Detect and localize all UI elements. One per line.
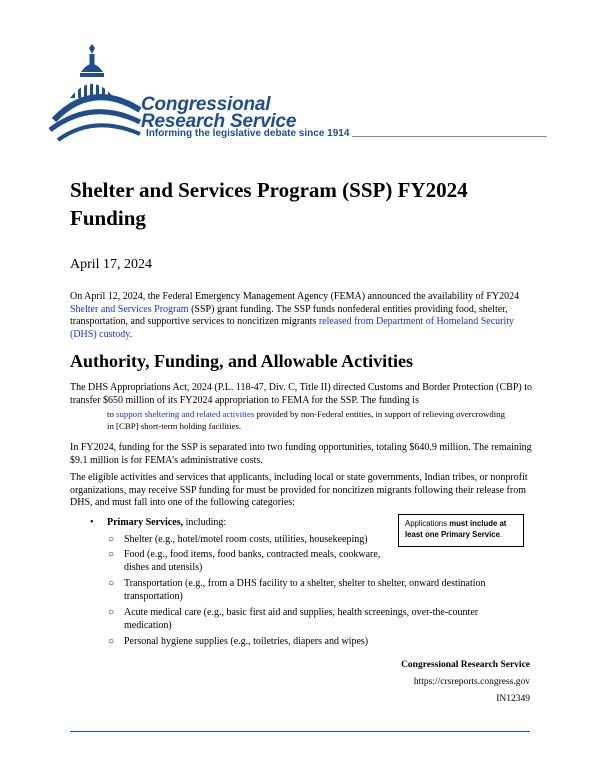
section-heading: Authority, Funding, and Allowable Activities [70,351,414,371]
circle-bullet: ○ [108,578,115,589]
authority-paragraph: The DHS Appropriations Act, 2024 (P.L. 118-47, Div. C, Title II) directed Customs and Border Protection (CBP) to transfer $650 million of its FY2024 appropriation to FEMA for the SSP. The funding is [70,382,533,406]
list-item-primary [107,517,226,528]
list-item: Personal hygiene supplies (e.g., toiletries, diapers and wipes) [124,636,369,647]
circle-bullet: ○ [108,534,115,545]
publication-date: April 17, 2024 [70,257,153,272]
crs-logo [48,40,568,150]
list-item: Transportation (e.g., from a DHS facility to a shelter, shelter to shelter, onward destination transportation) [124,578,486,602]
circle-bullet: ○ [108,607,115,618]
intro-text-3: . [129,328,133,340]
tagline-rule [352,136,547,137]
circle-bullet: ○ [108,549,115,560]
footer-rule [70,731,530,732]
footer-url[interactable]: https://crsreports.congress.gov [413,677,530,687]
footer-org: Congressional Research Service [401,660,530,670]
dhs-custody-link[interactable]: released from Department of Homeland Security (DHS) custody [70,316,515,340]
quote-text-2: provided by non-Federal entities, in support of relieving overcrowding in [CBP] short-term holding facilities. [107,409,505,431]
page-title: Shelter and Services Program (SSP) FY2024 Funding [70,178,468,230]
list-item: Food (e.g., food items, food banks, contracted meals, cookware, dishes and utensils) [124,549,381,573]
callout-bold: must include at least one Primary Service [405,519,507,539]
tagline: Informing the legislative debate since 1914 [146,128,350,139]
org-name-line1: Congressional [141,94,271,115]
circle-bullet: ○ [108,636,115,647]
callout-text-1: Applications [405,519,450,528]
block-quote [107,409,512,432]
eligibility-paragraph: The eligible activities and services that applicants, including local or state governments, Indian tribes, or nonprofit organizations, may receive SSP funding for must be provided for noncitizen migrants following their release from DHS, and must fall into one of the following categories: [70,472,528,509]
intro-text-2: (SSP) grant funding. The SSP funds nonfederal entities providing food, shelter, transportation, and supportive services to noncitizen migrants [70,303,508,328]
footer-report-id: IN12349 [496,694,530,704]
intro-paragraph [70,291,535,341]
bullet-dot: • [90,517,94,528]
list-item: Shelter (e.g., hotel/motel room costs, utilities, housekeeping) [124,534,368,545]
intro-text-1: On April 12, 2024, the Federal Emergency Management Agency (FEMA) announced the availability of FY2024 [70,291,520,302]
funding-paragraph: In FY2024, funding for the SSP is separated into two funding opportunities, totaling $640.9 million. The remaining $9.1 million is for FEMA’s administrative costs. [70,442,532,466]
list-item: Acute medical care (e.g., basic first aid and supplies, health screenings, over-the-counter medication) [124,607,479,631]
sheltering-link[interactable]: support sheltering and related activities [116,409,255,419]
quote-text-1: to [107,409,117,419]
org-name-line2: Research Service [141,111,297,132]
ssp-link[interactable]: Shelter and Services Program [70,303,189,315]
primary-services-suffix: including: [183,517,227,528]
callout-text-2: . [499,529,503,539]
callout-box [398,514,524,547]
primary-services-label: Primary Services, [107,517,184,528]
